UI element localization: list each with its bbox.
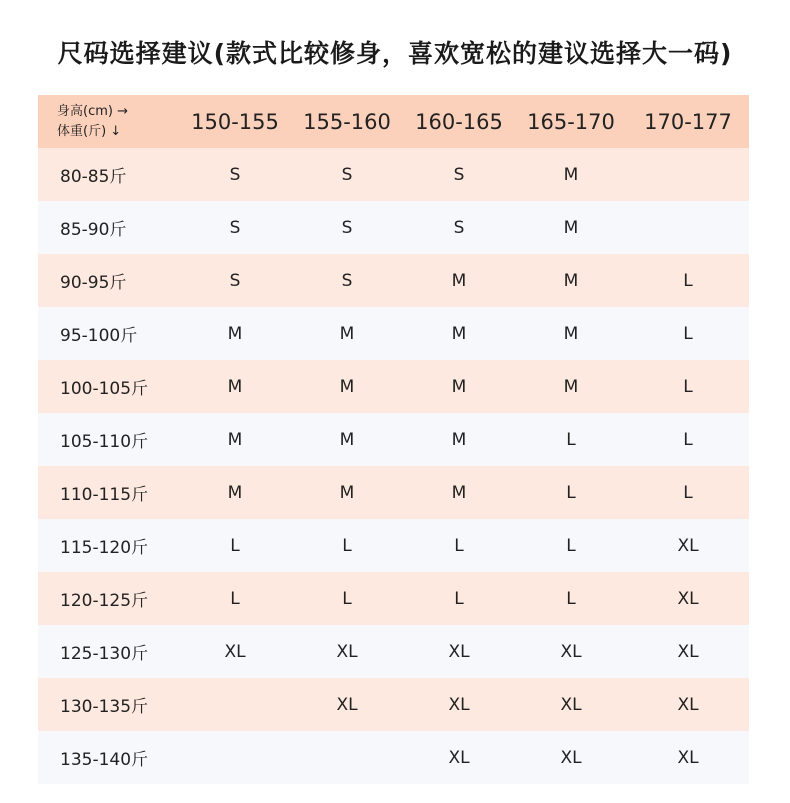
height-axis-label: 身高(cm) →	[57, 103, 128, 119]
size-cell: M	[451, 270, 467, 291]
size-cell: M	[563, 164, 579, 185]
size-cell: XL	[448, 694, 470, 715]
size-cell: M	[339, 429, 355, 450]
size-cell: M	[563, 376, 579, 397]
weight-axis-label: 体重(斤) ↓	[57, 123, 122, 139]
size-cell: S	[341, 270, 353, 291]
weight-cell: 115-120斤	[60, 538, 149, 558]
weight-cell: 95-100斤	[60, 326, 138, 346]
table-row	[38, 519, 749, 572]
weight-cell: 90-95斤	[60, 273, 127, 293]
size-cell: XL	[560, 747, 582, 768]
table-row	[38, 307, 749, 360]
size-cell: S	[341, 217, 353, 238]
height-header: 160-165	[415, 109, 503, 134]
table-row	[38, 254, 749, 307]
size-cell: XL	[677, 588, 699, 609]
size-cell: XL	[560, 641, 582, 662]
size-cell: M	[227, 429, 243, 450]
size-cell: L	[683, 270, 693, 291]
size-cell: L	[230, 535, 240, 556]
size-cell: M	[563, 270, 579, 291]
size-cell: L	[566, 429, 576, 450]
size-cell	[179, 678, 291, 731]
size-cell: XL	[677, 641, 699, 662]
size-chart-table	[38, 95, 749, 784]
size-cell: L	[454, 588, 464, 609]
size-cell: L	[454, 535, 464, 556]
size-cell: M	[339, 376, 355, 397]
size-cell	[291, 731, 403, 784]
table-row	[38, 678, 749, 731]
size-cell: M	[227, 323, 243, 344]
size-cell: L	[342, 588, 352, 609]
table-row	[38, 201, 749, 254]
size-cell: M	[451, 482, 467, 503]
size-cell: XL	[336, 694, 358, 715]
size-cell: M	[227, 376, 243, 397]
size-cell: M	[339, 323, 355, 344]
weight-cell: 125-130斤	[60, 644, 149, 664]
header-corner	[38, 95, 179, 148]
size-cell: S	[453, 217, 465, 238]
weight-cell: 85-90斤	[60, 220, 127, 240]
size-cell: XL	[336, 641, 358, 662]
size-cell: M	[563, 217, 579, 238]
size-cell: M	[451, 429, 467, 450]
table-row	[38, 413, 749, 466]
size-cell: S	[229, 217, 241, 238]
size-cell: XL	[677, 694, 699, 715]
header-row	[38, 95, 749, 148]
size-cell: S	[453, 164, 465, 185]
size-cell: S	[229, 270, 241, 291]
weight-cell: 80-85斤	[60, 167, 127, 187]
size-cell: L	[683, 323, 693, 344]
size-cell: XL	[677, 747, 699, 768]
weight-cell: 100-105斤	[60, 379, 149, 399]
weight-cell: 105-110斤	[60, 432, 149, 452]
table-row	[38, 625, 749, 678]
size-cell: XL	[448, 747, 470, 768]
size-cell: XL	[224, 641, 246, 662]
size-cell: M	[339, 482, 355, 503]
table-row	[38, 572, 749, 625]
weight-cell: 120-125斤	[60, 591, 149, 611]
size-cell: L	[683, 429, 693, 450]
height-header: 150-155	[191, 109, 279, 134]
size-cell: L	[683, 482, 693, 503]
size-cell: L	[683, 376, 693, 397]
size-cell	[627, 201, 749, 254]
size-cell: L	[342, 535, 352, 556]
size-cell: S	[229, 164, 241, 185]
size-cell: L	[566, 535, 576, 556]
size-cell: L	[566, 588, 576, 609]
size-cell: M	[451, 376, 467, 397]
size-cell: M	[451, 323, 467, 344]
size-cell: M	[563, 323, 579, 344]
height-header: 155-160	[303, 109, 391, 134]
table-body	[38, 148, 749, 784]
weight-cell: 135-140斤	[60, 750, 149, 770]
height-header: 165-170	[527, 109, 615, 134]
size-cell	[179, 731, 291, 784]
weight-cell: 110-115斤	[60, 485, 149, 505]
size-cell: XL	[560, 694, 582, 715]
table-row	[38, 148, 749, 201]
page-title: 尺码选择建议(款式比较修身，喜欢宽松的建议选择大一码)	[57, 39, 733, 68]
size-cell: S	[341, 164, 353, 185]
size-cell: L	[566, 482, 576, 503]
size-cell: L	[230, 588, 240, 609]
height-header: 170-177	[644, 109, 732, 134]
size-cell: M	[227, 482, 243, 503]
size-cell: XL	[677, 535, 699, 556]
table-row	[38, 731, 749, 784]
size-cell: XL	[448, 641, 470, 662]
weight-cell: 130-135斤	[60, 697, 149, 717]
table-row	[38, 466, 749, 519]
table-row	[38, 360, 749, 413]
size-cell	[627, 148, 749, 201]
